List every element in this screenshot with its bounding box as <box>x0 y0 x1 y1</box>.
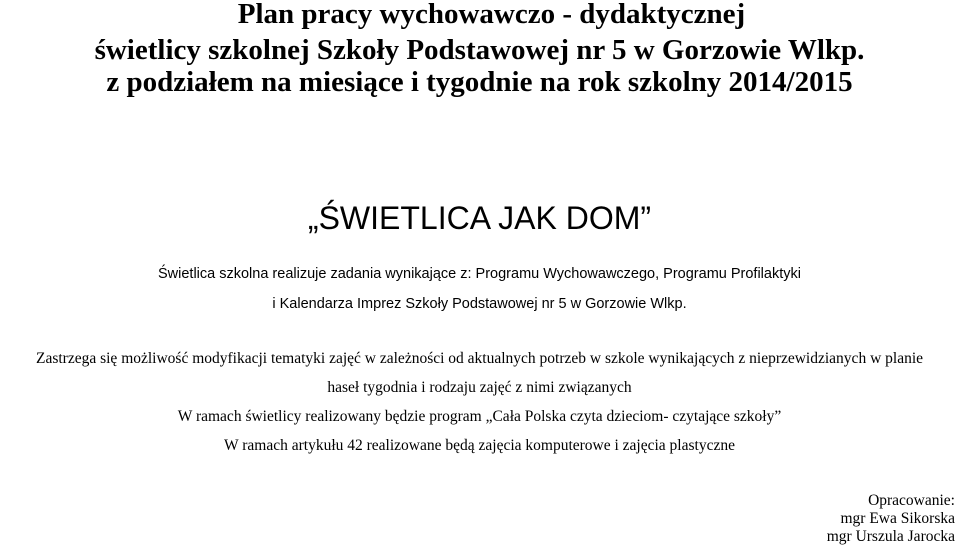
signature-author-1: mgr Ewa Sikorska <box>840 510 955 527</box>
note-line-1: Zastrzega się możliwość modyfikacji tematyki zajęć w zależności od aktualnych potrzeb w szkole wynikających z nieprzewidzianych w planie <box>35 350 924 367</box>
page-title-line-2: świetlicy szkolnej Szkoły Podstawowej nr 5 w Gorzowie Wlkp. <box>94 34 865 66</box>
note-line-2: haseł tygodnia i rodzaju zajęć z nimi związanych <box>327 379 632 396</box>
intro-line-2: i Kalendarza Imprez Szkoły Podstawowej nr 5 w Gorzowie Wlkp. <box>272 296 687 312</box>
signature-author-2: mgr Urszula Jarocka <box>826 528 955 545</box>
note-line-4: W ramach artykułu 42 realizowane będą zajęcia komputerowe i zajęcia plastyczne <box>224 437 735 454</box>
note-line-3: W ramach świetlicy realizowany będzie program „Cała Polska czyta dzieciom- czytające szkoły” <box>177 408 782 425</box>
motto-heading: „ŚWIETLICA JAK DOM” <box>307 200 652 236</box>
page-title-line-1: Plan pracy wychowawczo - dydaktycznej <box>237 0 746 30</box>
intro-line-1: Świetlica szkolna realizuje zadania wynikające z: Programu Wychowawczego, Programu Profilaktyki <box>158 266 801 282</box>
signature-block <box>827 492 955 546</box>
page-title-line-3: z podziałem na miesiące i tygodnie na rok szkolny 2014/2015 <box>106 66 853 98</box>
signature-label: Opracowanie: <box>868 492 955 509</box>
